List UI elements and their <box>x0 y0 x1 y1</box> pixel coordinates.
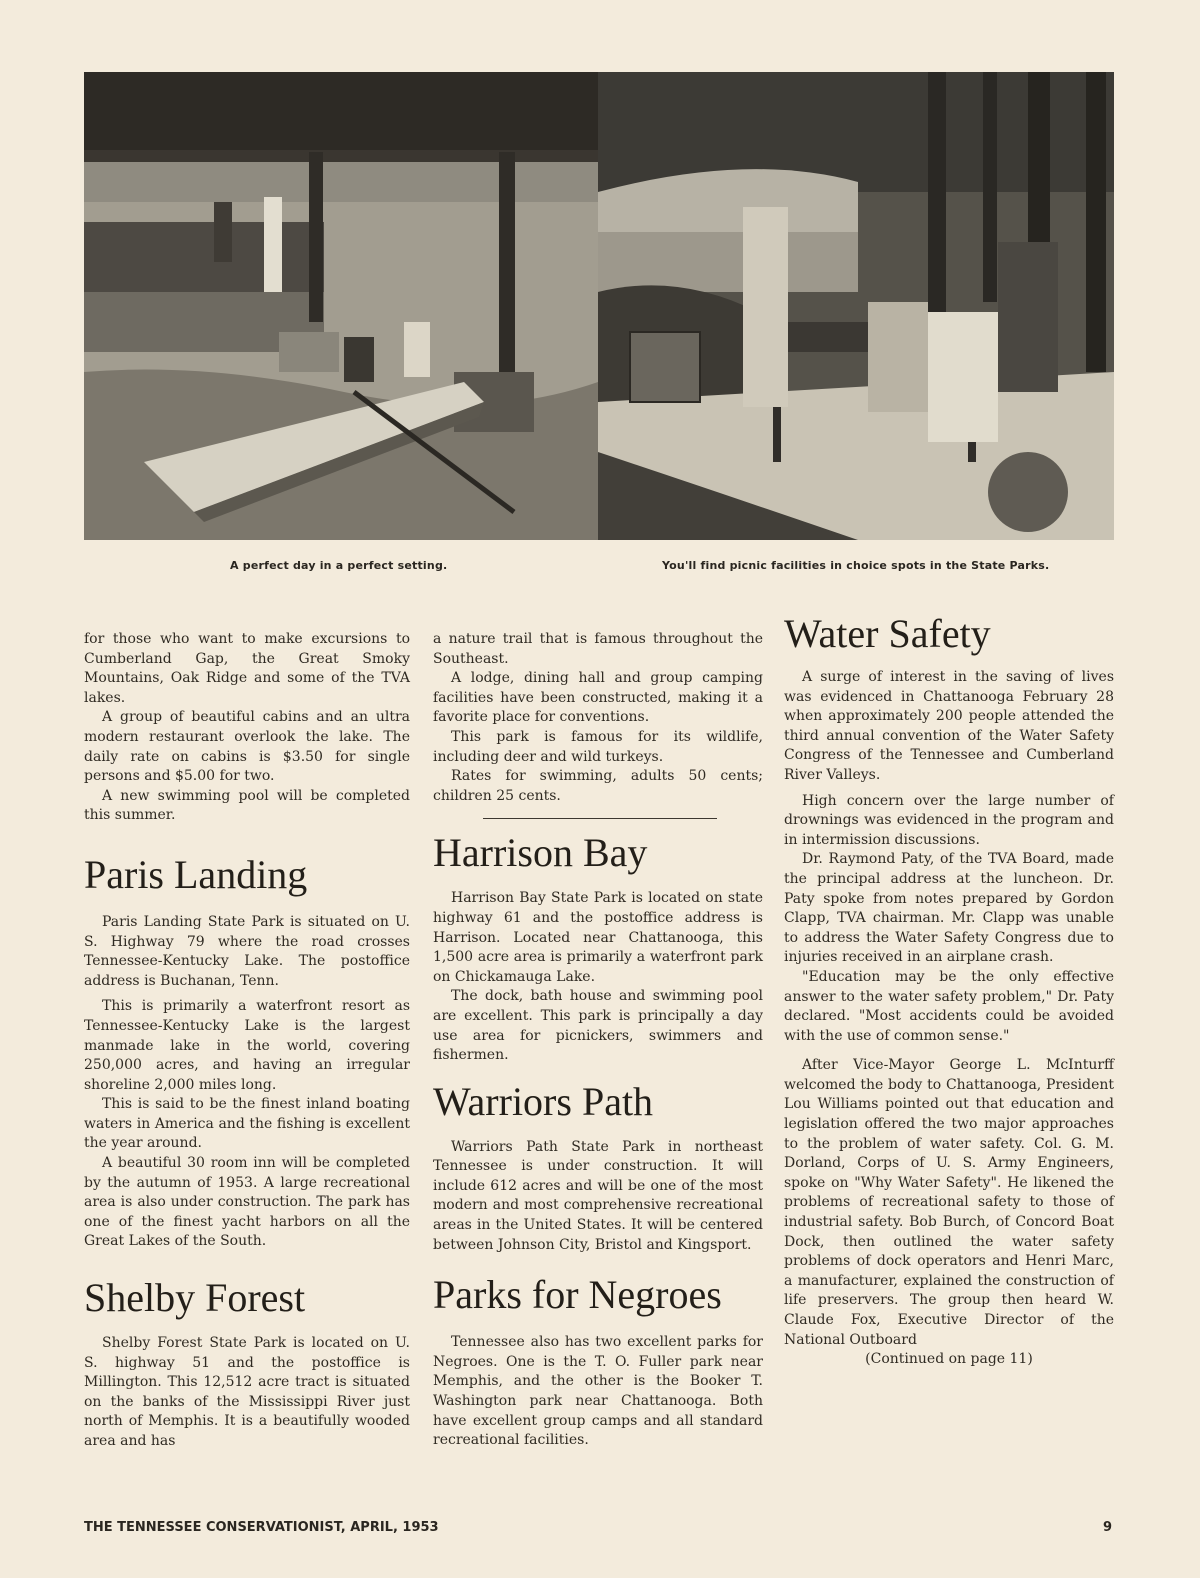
paragraph: "Education may be the only effective answer to the water safety problem," Dr. Paty declared. "Most accidents could be avoided with the use of common sense." <box>784 968 1114 1044</box>
section-divider <box>483 818 717 819</box>
paragraph: Harrison Bay State Park is located on state highway 61 and the postoffice address is Harrison. Located near Chattanooga, this 1,500 acre area is primarily a waterfront park on Chickamauga Lake. <box>433 890 763 985</box>
footer-publication: THE TENNESSEE CONSERVATIONIST, APRIL, 1953 <box>84 1520 439 1535</box>
continued-note: (Continued on page 11) <box>865 1351 1033 1368</box>
paragraph: a nature trail that is famous throughout the Southeast. <box>433 631 763 667</box>
paragraph: A group of beautiful cabins and an ultra modern restaurant overlook the lake. The daily rate on cabins is $3.50 for single persons and $5.00 for two. <box>84 709 410 785</box>
paragraph: High concern over the large number of drownings was evidenced in the program and in intermission discussions. <box>784 792 1114 848</box>
photo-picnic <box>598 72 1114 540</box>
heading-water-safety: Water Safety <box>784 611 991 656</box>
paragraph: Shelby Forest State Park is located on U. S. highway 51 and the postoffice is Millington. This 12,512 acre tract is situated on the banks of the Mississippi River just north of Memphis. It is a beautifully wooded area and has <box>84 1335 410 1449</box>
paragraph: Warriors Path State Park in northeast Tennessee is under construction. It will include 612 acres and will be one of the most modern and most comprehensive recreational areas in the United States. It will be centered between Johnson City, Bristol and Kingsport. <box>433 1138 763 1253</box>
caption-right: You'll find picnic facilities in choice spots in the State Parks. <box>662 559 1050 572</box>
heading-shelby-forest: Shelby Forest <box>84 1275 306 1321</box>
heading-paris-landing: Paris Landing <box>84 851 308 897</box>
paragraph: This park is famous for its wildlife, including deer and wild turkeys. <box>433 728 763 765</box>
column-3 <box>784 612 1114 1370</box>
column-1 <box>84 630 410 1452</box>
column-2 <box>433 630 763 1451</box>
paragraph: Rates for swimming, adults 50 cents; children 25 cents. <box>433 768 763 804</box>
paragraph: Paris Landing State Park is situated on U. S. Highway 79 where the road crosses Tennessee-Kentucky Lake. The postoffice address is Buchanan, Tenn. <box>84 913 410 989</box>
photo-boathouse <box>84 72 598 540</box>
heading-warriors-path: Warriors Path <box>433 1078 654 1124</box>
paragraph: for those who want to make excursions to Cumberland Gap, the Great Smoky Mountains, Oak Ridge and some of the TVA lakes. <box>84 631 410 706</box>
paragraph: After Vice-Mayor George L. McInturff welcomed the body to Chattanooga, President Lou Williams pointed out that education and legislation offered the two major approaches to the problem of water safety. Col. G. M. Dorland, Corps of U. S. Army Engineers, spoke on "Why Water Safety". He likened the problems of recreational safety to those of industrial safety. Bob Burch, of Concord Boat Dock, then outlined the water safety problems of dock operators and Henri Marc, a manufacturer, explained the construction of life preservers. The group then heard W. Claude Fox, Executive Director of the National Outboard <box>784 1057 1114 1348</box>
paragraph: A lodge, dining hall and group camping facilities have been constructed, making it a favorite place for conventions. <box>433 670 763 726</box>
heading-harrison-bay: Harrison Bay <box>433 830 648 876</box>
paragraph: A beautiful 30 room inn will be completed by the autumn of 1953. A large recreational area is also under construction. The park has one of the finest yacht harbors on all the Great Lakes of the South. <box>84 1155 410 1250</box>
paragraph: The dock, bath house and swimming pool are excellent. This park is principally a day use area for picnickers, swimmers and fishermen. <box>433 988 763 1064</box>
paragraph: This is said to be the finest inland boating waters in America and the fishing is excellent the year around. <box>84 1096 410 1152</box>
paragraph: Dr. Raymond Paty, of the TVA Board, made the principal address at the luncheon. Dr. Paty spoke from notes prepared by Gordon Clapp, TVA chairman. Mr. Clapp was unable to address the Water Safety Congress due to injuries received in an airplane crash. <box>784 851 1114 966</box>
page-number: 9 <box>1103 1520 1113 1535</box>
paragraph: This is primarily a waterfront resort as Tennessee-Kentucky Lake is the largest manmade lake in the world, covering 250,000 acres, and having an irregular shoreline 2,000 miles long. <box>84 998 410 1093</box>
paragraph: A surge of interest in the saving of lives was evidenced in Chattanooga February 28 when approximately 200 people attended the third annual convention of the Water Safety Congress of the Tennessee and Cumberland River Valleys. <box>784 669 1114 783</box>
paragraph: A new swimming pool will be completed this summer. <box>84 787 410 824</box>
paragraph: Tennessee also has two excellent parks for Negroes. One is the T. O. Fuller park near Memphis, and the other is the Booker T. Washington park near Chattanooga. Both have excellent group camps and all standard recreational facilities. <box>433 1334 763 1449</box>
heading-parks-for-negroes: Parks for Negroes <box>433 1272 722 1318</box>
caption-left: A perfect day in a perfect setting. <box>230 559 448 572</box>
